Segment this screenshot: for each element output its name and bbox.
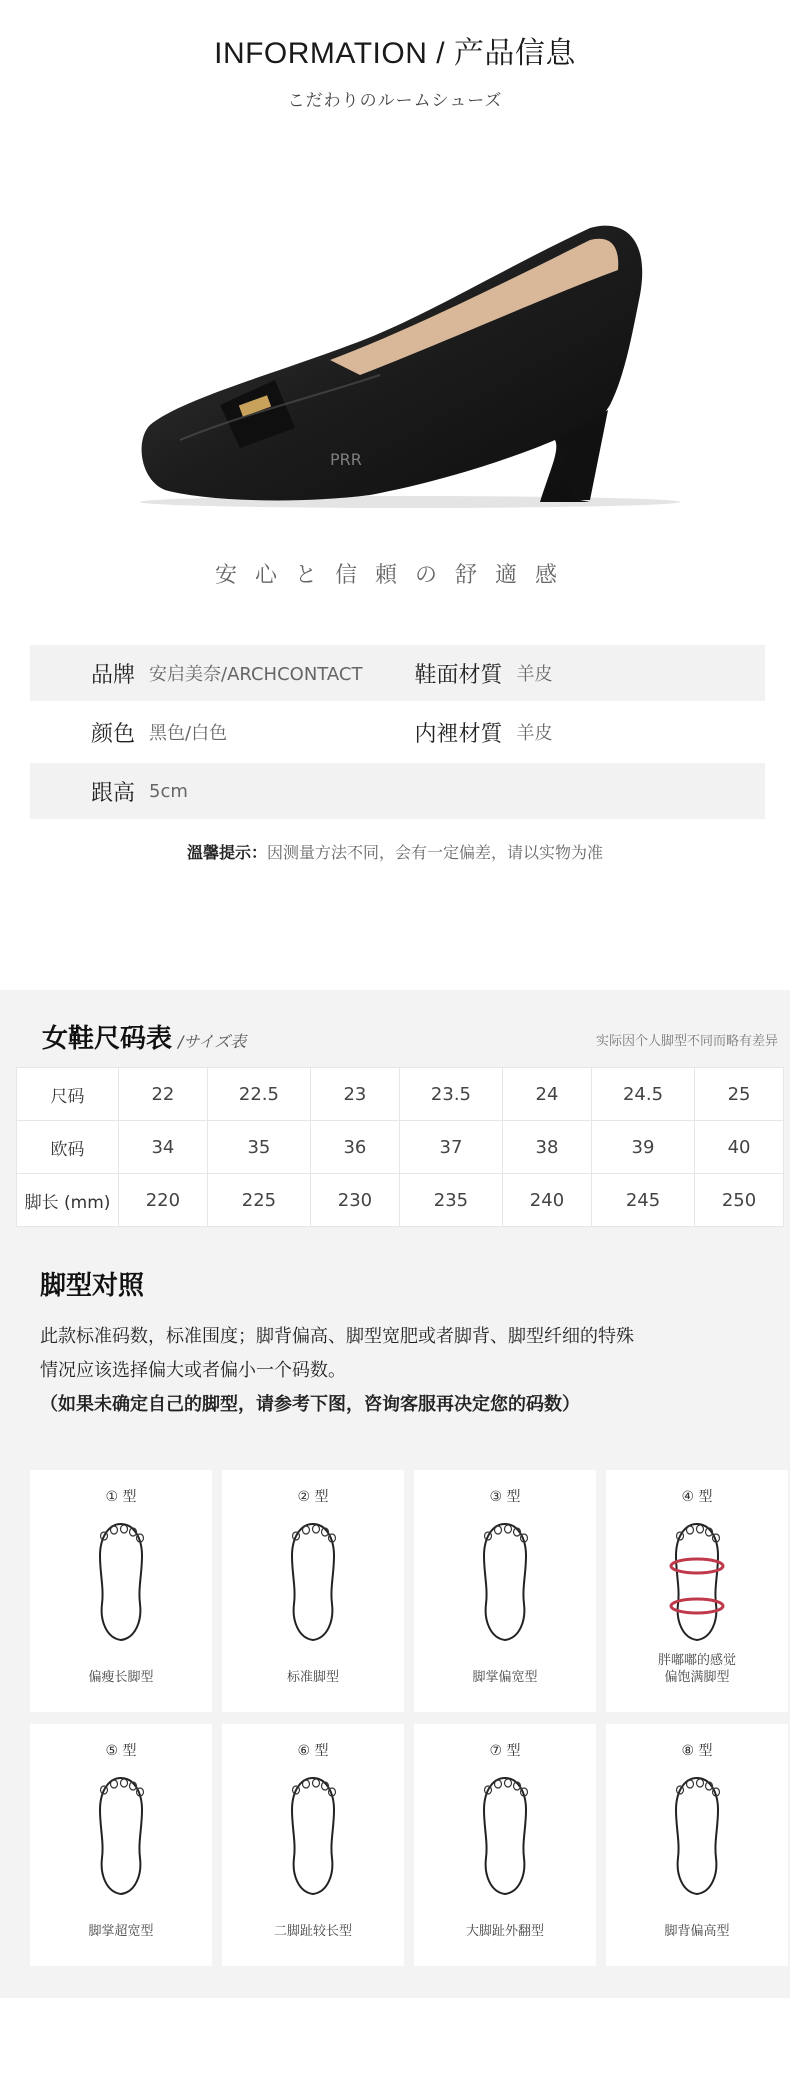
info-value: 安启美奈/ARCHCONTACT bbox=[149, 664, 363, 685]
row-label: 尺码 bbox=[17, 1068, 119, 1121]
caption-line: 胖嘟嘟的感觉 bbox=[657, 1653, 736, 1668]
caption-line: 偏瘦长脚型 bbox=[88, 1670, 154, 1685]
foot-type-card bbox=[414, 1470, 596, 1712]
table-cell: 23 bbox=[311, 1068, 400, 1121]
foot-type-caption bbox=[222, 1669, 404, 1686]
page-subtitle: こだわりのルームシューズ bbox=[287, 91, 503, 111]
page-title: INFORMATION / 产品信息 bbox=[214, 37, 576, 70]
caption-line: 大脚趾外翻型 bbox=[465, 1924, 544, 1939]
info-value: 羊皮 bbox=[516, 664, 553, 685]
table-cell: 245 bbox=[591, 1174, 694, 1227]
caption-line: 脚背偏高型 bbox=[664, 1924, 730, 1939]
table-cell: 36 bbox=[311, 1121, 400, 1174]
foot-type-number: ⑧ 型 bbox=[681, 1743, 713, 1759]
foot-type-card bbox=[414, 1724, 596, 1966]
size-chart-subtitle: /サイズ表 bbox=[178, 1032, 247, 1051]
info-row bbox=[30, 763, 765, 819]
foot-type-number: ③ 型 bbox=[489, 1489, 521, 1505]
size-chart-note: 实际因个人脚型不同而略有差异 bbox=[595, 1034, 778, 1049]
row-label: 欧码 bbox=[17, 1121, 119, 1174]
foot-type-card bbox=[30, 1724, 212, 1966]
foot-type-number: ② 型 bbox=[297, 1489, 329, 1505]
foot-type-caption bbox=[414, 1923, 596, 1940]
foot-desc-line: 此款标准码数，标准围度；脚背偏高、脚型宽肥或者脚背、脚型纤细的特殊 bbox=[40, 1326, 634, 1347]
foot-outline-icon bbox=[662, 1770, 732, 1900]
foot-type-caption bbox=[30, 1923, 212, 1940]
caption-line: 标准脚型 bbox=[286, 1670, 339, 1685]
foot-type-number: ① 型 bbox=[105, 1489, 137, 1505]
header bbox=[0, 28, 790, 111]
table-cell: 220 bbox=[119, 1174, 208, 1227]
table-cell: 39 bbox=[591, 1121, 694, 1174]
table-cell: 37 bbox=[399, 1121, 502, 1174]
table-cell: 40 bbox=[695, 1121, 784, 1174]
foot-outline-icon bbox=[86, 1516, 156, 1646]
foot-type-caption bbox=[606, 1652, 788, 1686]
caption-line: 偏饱满脚型 bbox=[664, 1670, 730, 1685]
foot-type-caption bbox=[222, 1923, 404, 1940]
table-row bbox=[17, 1174, 784, 1227]
table-cell: 24 bbox=[503, 1068, 592, 1121]
watermark-text: PRR bbox=[330, 450, 362, 469]
table-cell: 22 bbox=[119, 1068, 208, 1121]
foot-type-card bbox=[30, 1470, 212, 1712]
caption-line: 二脚趾较长型 bbox=[273, 1924, 352, 1939]
foot-outline-icon bbox=[86, 1770, 156, 1900]
foot-outline-icon bbox=[278, 1770, 348, 1900]
foot-outline-icon bbox=[470, 1770, 540, 1900]
foot-outline-icon bbox=[278, 1516, 348, 1646]
foot-type-number: ④ 型 bbox=[681, 1489, 713, 1505]
foot-type-caption bbox=[414, 1669, 596, 1686]
table-cell: 34 bbox=[119, 1121, 208, 1174]
info-value: 5cm bbox=[149, 780, 188, 802]
foot-type-card bbox=[606, 1724, 788, 1966]
warm-tip-text: 因测量方法不同，会有一定偏差，请以实物为准 bbox=[267, 843, 604, 862]
table-cell: 22.5 bbox=[207, 1068, 310, 1121]
info-key: 鞋面材質 bbox=[414, 662, 503, 688]
info-key: 品牌 bbox=[90, 662, 135, 688]
warm-tip bbox=[0, 840, 790, 863]
product-info-table bbox=[30, 645, 765, 819]
size-chart-title: 女鞋尺码表 bbox=[42, 1024, 173, 1054]
size-table bbox=[16, 1067, 784, 1227]
table-cell: 250 bbox=[695, 1174, 784, 1227]
caption-line: 脚掌偏宽型 bbox=[472, 1670, 538, 1685]
table-cell: 240 bbox=[503, 1174, 592, 1227]
info-row bbox=[30, 704, 765, 760]
foot-type-grid bbox=[30, 1470, 758, 1966]
foot-type-number: ⑦ 型 bbox=[489, 1743, 521, 1759]
table-cell: 38 bbox=[503, 1121, 592, 1174]
info-row bbox=[30, 645, 765, 701]
foot-type-description bbox=[40, 1320, 750, 1422]
table-cell: 235 bbox=[399, 1174, 502, 1227]
info-key: 内裡材質 bbox=[414, 721, 503, 747]
warm-tip-label: 溫馨提示： bbox=[186, 843, 267, 862]
table-cell: 24.5 bbox=[591, 1068, 694, 1121]
foot-desc-line: 情况应该选择偏大或者偏小一个码数。 bbox=[40, 1360, 346, 1381]
row-label: 脚长 (mm) bbox=[17, 1174, 119, 1227]
foot-type-card bbox=[222, 1470, 404, 1712]
size-section bbox=[0, 990, 790, 1998]
info-value: 羊皮 bbox=[516, 723, 553, 744]
foot-outline-icon bbox=[470, 1516, 540, 1646]
foot-type-number: ⑤ 型 bbox=[105, 1743, 137, 1759]
foot-type-card bbox=[606, 1470, 788, 1712]
info-key: 跟高 bbox=[90, 780, 135, 806]
table-cell: 225 bbox=[207, 1174, 310, 1227]
info-key: 颜色 bbox=[90, 721, 135, 747]
table-cell: 230 bbox=[311, 1174, 400, 1227]
foot-type-card bbox=[222, 1724, 404, 1966]
product-shoe-image bbox=[120, 200, 680, 520]
foot-type-number: ⑥ 型 bbox=[297, 1743, 329, 1759]
foot-desc-note: （如果未确定自己的脚型，请参考下图，咨询客服再决定您的码数） bbox=[40, 1394, 580, 1415]
tagline: 安心と信頼の舒適感 bbox=[214, 563, 575, 588]
table-row bbox=[17, 1121, 784, 1174]
caption-line: 脚掌超宽型 bbox=[88, 1924, 154, 1939]
foot-type-title: 脚型对照 bbox=[40, 1271, 145, 1301]
size-chart-heading bbox=[42, 1018, 246, 1055]
table-cell: 25 bbox=[695, 1068, 784, 1121]
foot-type-caption bbox=[606, 1923, 788, 1940]
table-cell: 23.5 bbox=[399, 1068, 502, 1121]
table-row bbox=[17, 1068, 784, 1121]
foot-type-caption bbox=[30, 1669, 212, 1686]
info-value: 黑色/白色 bbox=[149, 723, 228, 744]
foot-outline-icon bbox=[662, 1516, 732, 1646]
table-cell: 35 bbox=[207, 1121, 310, 1174]
